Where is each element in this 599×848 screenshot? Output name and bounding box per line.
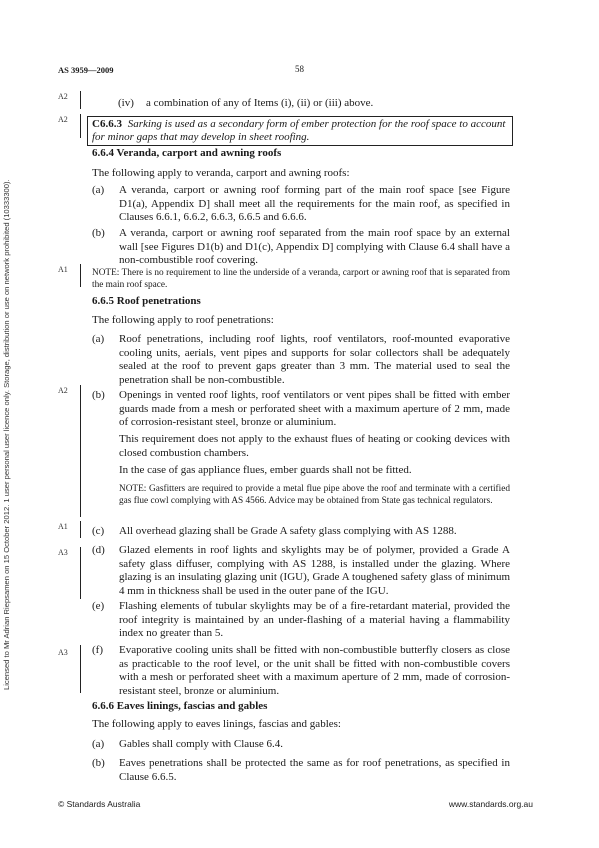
- amendment-mark: A1: [58, 265, 68, 274]
- section-heading-6-6-6: 6.6.6 Eaves linings, fascias and gables: [92, 700, 268, 712]
- item-text: Evaporative cooling units shall be fitted with non-combustible butterfly closers as close as practicable to the roof level, or the unit shall be fitted with non-combustible covers with a mesh or perforated sheet with a maximum aperture of 2 mm, made of corrosion-resistant steel, bronze or aluminium.: [119, 644, 510, 697]
- side-licence-strip: [0, 0, 12, 848]
- item-label: (b): [92, 227, 105, 239]
- item-paragraph: In the case of gas appliance flues, ember guards shall not be fitted.: [119, 464, 412, 476]
- item-text: A veranda, carport or awning roof separated from the main roof space by an external wall [see Figures D1(b) and D1(c), Appendix D] complying with Clause 6.4 shall have a non-combustible roof covering.: [119, 227, 510, 267]
- item-text: Glazed elements in roof lights and skylights may be of polymer, provided a Grade A safety glass diffuser, complying with AS 1288, is installed under the glazing. Where glazing is an insulating glazing unit (IGU), Grade A toughened safety glass of minimum 4 mm in thickness shall be used in the outer pane of the IGU.: [119, 544, 510, 597]
- amendment-bar: [80, 645, 81, 693]
- amendment-mark: A1: [58, 522, 68, 531]
- item-label: (e): [92, 600, 105, 612]
- commentary-ref: C6.6.3: [92, 118, 122, 130]
- item-text: Roof penetrations, including roof lights, roof ventilators, roof-mounted evaporative cooling units, aerials, vent pipes and supports for solar collectors shall be adequately sealed at the roof to prevent gaps greater than 3 mm. The material used to seal the penetration shall be non-combustible.: [119, 333, 510, 386]
- item-label: (f): [92, 644, 103, 656]
- amendment-mark: A3: [58, 548, 68, 557]
- item-label: (b): [92, 757, 105, 769]
- commentary-text: Sarking is used as a secondary form of ember protection for the roof space to account for minor gaps that may develop in sheet roofing.: [92, 118, 506, 143]
- item-text: Eaves penetrations shall be protected the same as for roof penetrations, as specified in Clause 6.6.5.: [119, 757, 510, 783]
- item-label: (b): [92, 389, 105, 401]
- amendment-bar: [80, 91, 81, 109]
- item-text: Gables shall comply with Clause 6.4.: [119, 738, 284, 750]
- note: NOTE: Gasfitters are required to provide a metal flue pipe above the roof and terminate with a certified gas flue cowl complying with AS 4566. Advice may be obtained from State gas technical regulators.: [119, 484, 510, 507]
- section-intro: The following apply to roof penetrations:: [92, 314, 274, 326]
- section-heading-6-6-5: 6.6.5 Roof penetrations: [92, 295, 201, 307]
- item-text: All overhead glazing shall be Grade A safety glass complying with AS 1288.: [119, 525, 457, 537]
- section-heading-6-6-4: 6.6.4 Veranda, carport and awning roofs: [92, 147, 282, 159]
- amendment-mark: A2: [58, 92, 68, 101]
- item-label: (a): [92, 184, 105, 196]
- amendment-mark: A2: [58, 386, 68, 395]
- licence-notice: Licensed to Mr Adrian Riepsamen on 15 October 2012. 1 user personal user licence only. Storage, distribution or use on network prohibited (10333300).: [2, 179, 11, 690]
- footer-website-link[interactable]: www.standards.org.au: [448, 799, 533, 809]
- item-label: (a): [92, 738, 105, 750]
- item-text: a combination of any of Items (i), (ii) or (iii) above.: [146, 97, 374, 109]
- item-label: (c): [92, 525, 105, 537]
- item-text: Flashing elements of tubular skylights may be of a fire-retardant material, provided the roof integrity is maintained by an under-flashing of a material having a flammability index no greater than 5.: [119, 600, 510, 640]
- amendment-bar: [80, 114, 81, 138]
- amendment-bar: [80, 521, 81, 538]
- amendment-bar: [80, 547, 81, 599]
- item-label: (a): [92, 333, 105, 345]
- footer-copyright: © Standards Australia: [58, 799, 141, 809]
- item-label: (iv): [118, 97, 134, 109]
- item-label: (d): [92, 544, 105, 556]
- commentary-box: [87, 116, 513, 146]
- amendment-bar: [80, 385, 81, 517]
- note: NOTE: There is no requirement to line the underside of a veranda, carport or awning roof that is separated from the main roof space.: [92, 268, 510, 291]
- standard-code: AS 3959—2009: [58, 65, 114, 75]
- item-paragraph: This requirement does not apply to the exhaust flues of heating or cooking devices with closed combustion chambers.: [119, 433, 510, 459]
- amendment-mark: A3: [58, 648, 68, 657]
- section-intro: The following apply to eaves linings, fascias and gables:: [92, 718, 341, 730]
- amendment-bar: [80, 264, 81, 287]
- item-text: A veranda, carport or awning roof forming part of the main roof space [see Figure D1(a), Appendix D] shall meet all the requirements for the main roof, as specified in Clauses 6.6.1, 6.6.2, 6.6.3, 6.6.5 and 6.6.6.: [119, 184, 510, 224]
- item-text: Openings in vented roof lights, roof ventilators or vent pipes shall be fitted with ember guards made from a mesh or perforated sheet with a maximum aperture of 2 mm, made of corrosion-resistant steel, bronze or aluminium.: [119, 389, 510, 429]
- page-number: 58: [295, 64, 304, 74]
- section-intro: The following apply to veranda, carport and awning roofs:: [92, 167, 350, 179]
- amendment-mark: A2: [58, 115, 68, 124]
